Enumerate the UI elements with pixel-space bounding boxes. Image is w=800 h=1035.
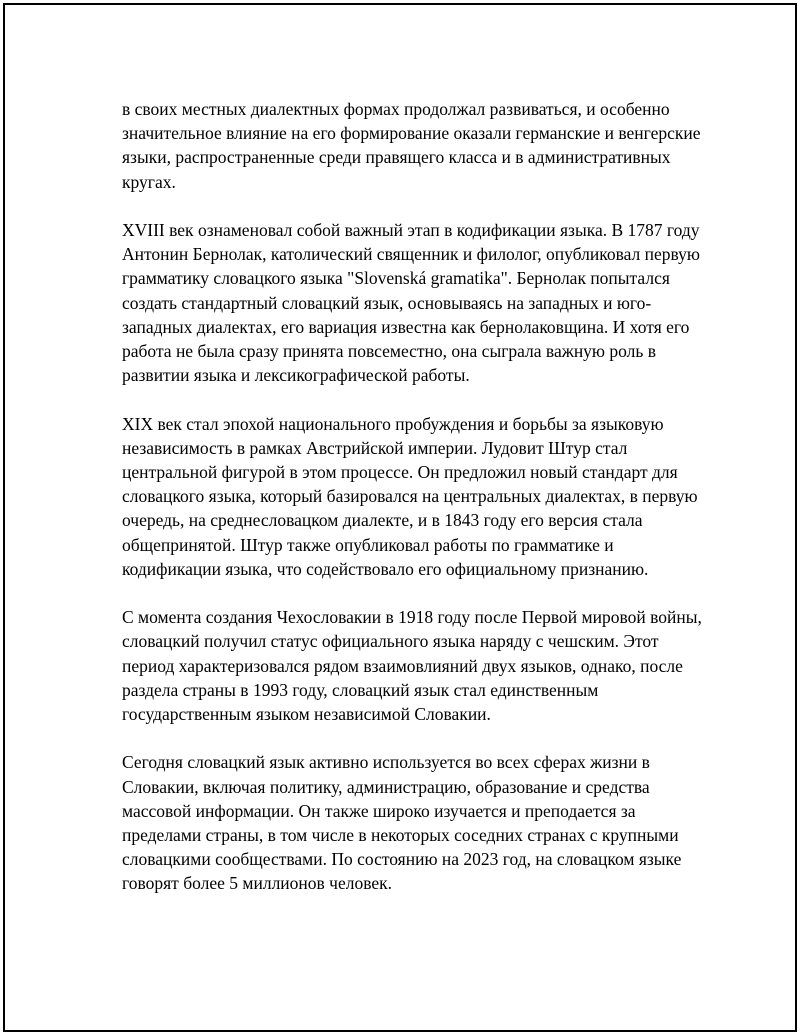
paragraph-19th-century: XIX век стал эпохой национального пробуждения и борьбы за языковую независимость в рамках Австрийской империи. Лудовит Штур стал центральной фигурой в этом процессе. Он предложил новый стандарт для словацкого языка, который базировался на центральных диалектах, в первую очередь, на среднесловацком диалекте, и в 1843 году его версия стала общепринятой. Штур также опубликовал работы по грамматике и кодификации языка, что содействовало его официальному признанию. [122, 413, 698, 579]
page-frame [3, 3, 797, 1032]
paragraph-continuation: в своих местных диалектных формах продолжал развиваться, и особенно значительное влияние на его формирование оказали германские и венгерские языки, распространенные среди правящего класса и в административных кругах. [122, 99, 701, 192]
paragraph-czechoslovakia: С момента создания Чехословакии в 1918 году после Первой мировой войны, словацкий получил статус официального языка наряду с чешским. Этот период характеризовался рядом взаимовлияний двух языков, однако, после раздела страны в 1993 году, словацкий язык стал единственным государственным языком независимой Словакии. [122, 607, 702, 725]
document-body [122, 97, 702, 920]
paragraph-18th-century: XVIII век ознаменовал собой важный этап в кодификации языка. В 1787 году Антонин Бернолак, католический священник и филолог, опубликовал первую грамматику словацкого языка "Slovenská gramatika". Бернолак попытался создать стандартный словацкий язык, основываясь на западных и юго-западных диалектах, его вариация известна как бернолаковщина. И хотя его работа не была сразу принята повсеместно, она сыграла важную роль в развитии языка и лексикографической работы. [122, 220, 701, 386]
paragraph-today: Сегодня словацкий язык активно используется во всех сферах жизни в Словакии, включая политику, администрацию, образование и средства массовой информации. Он также широко изучается и преподается за пределами страны, в том числе в некоторых соседних странах с крупными словацкими сообществами. По состоянию на 2023 год, на словацком языке говорят более 5 миллионов человек. [122, 752, 682, 894]
